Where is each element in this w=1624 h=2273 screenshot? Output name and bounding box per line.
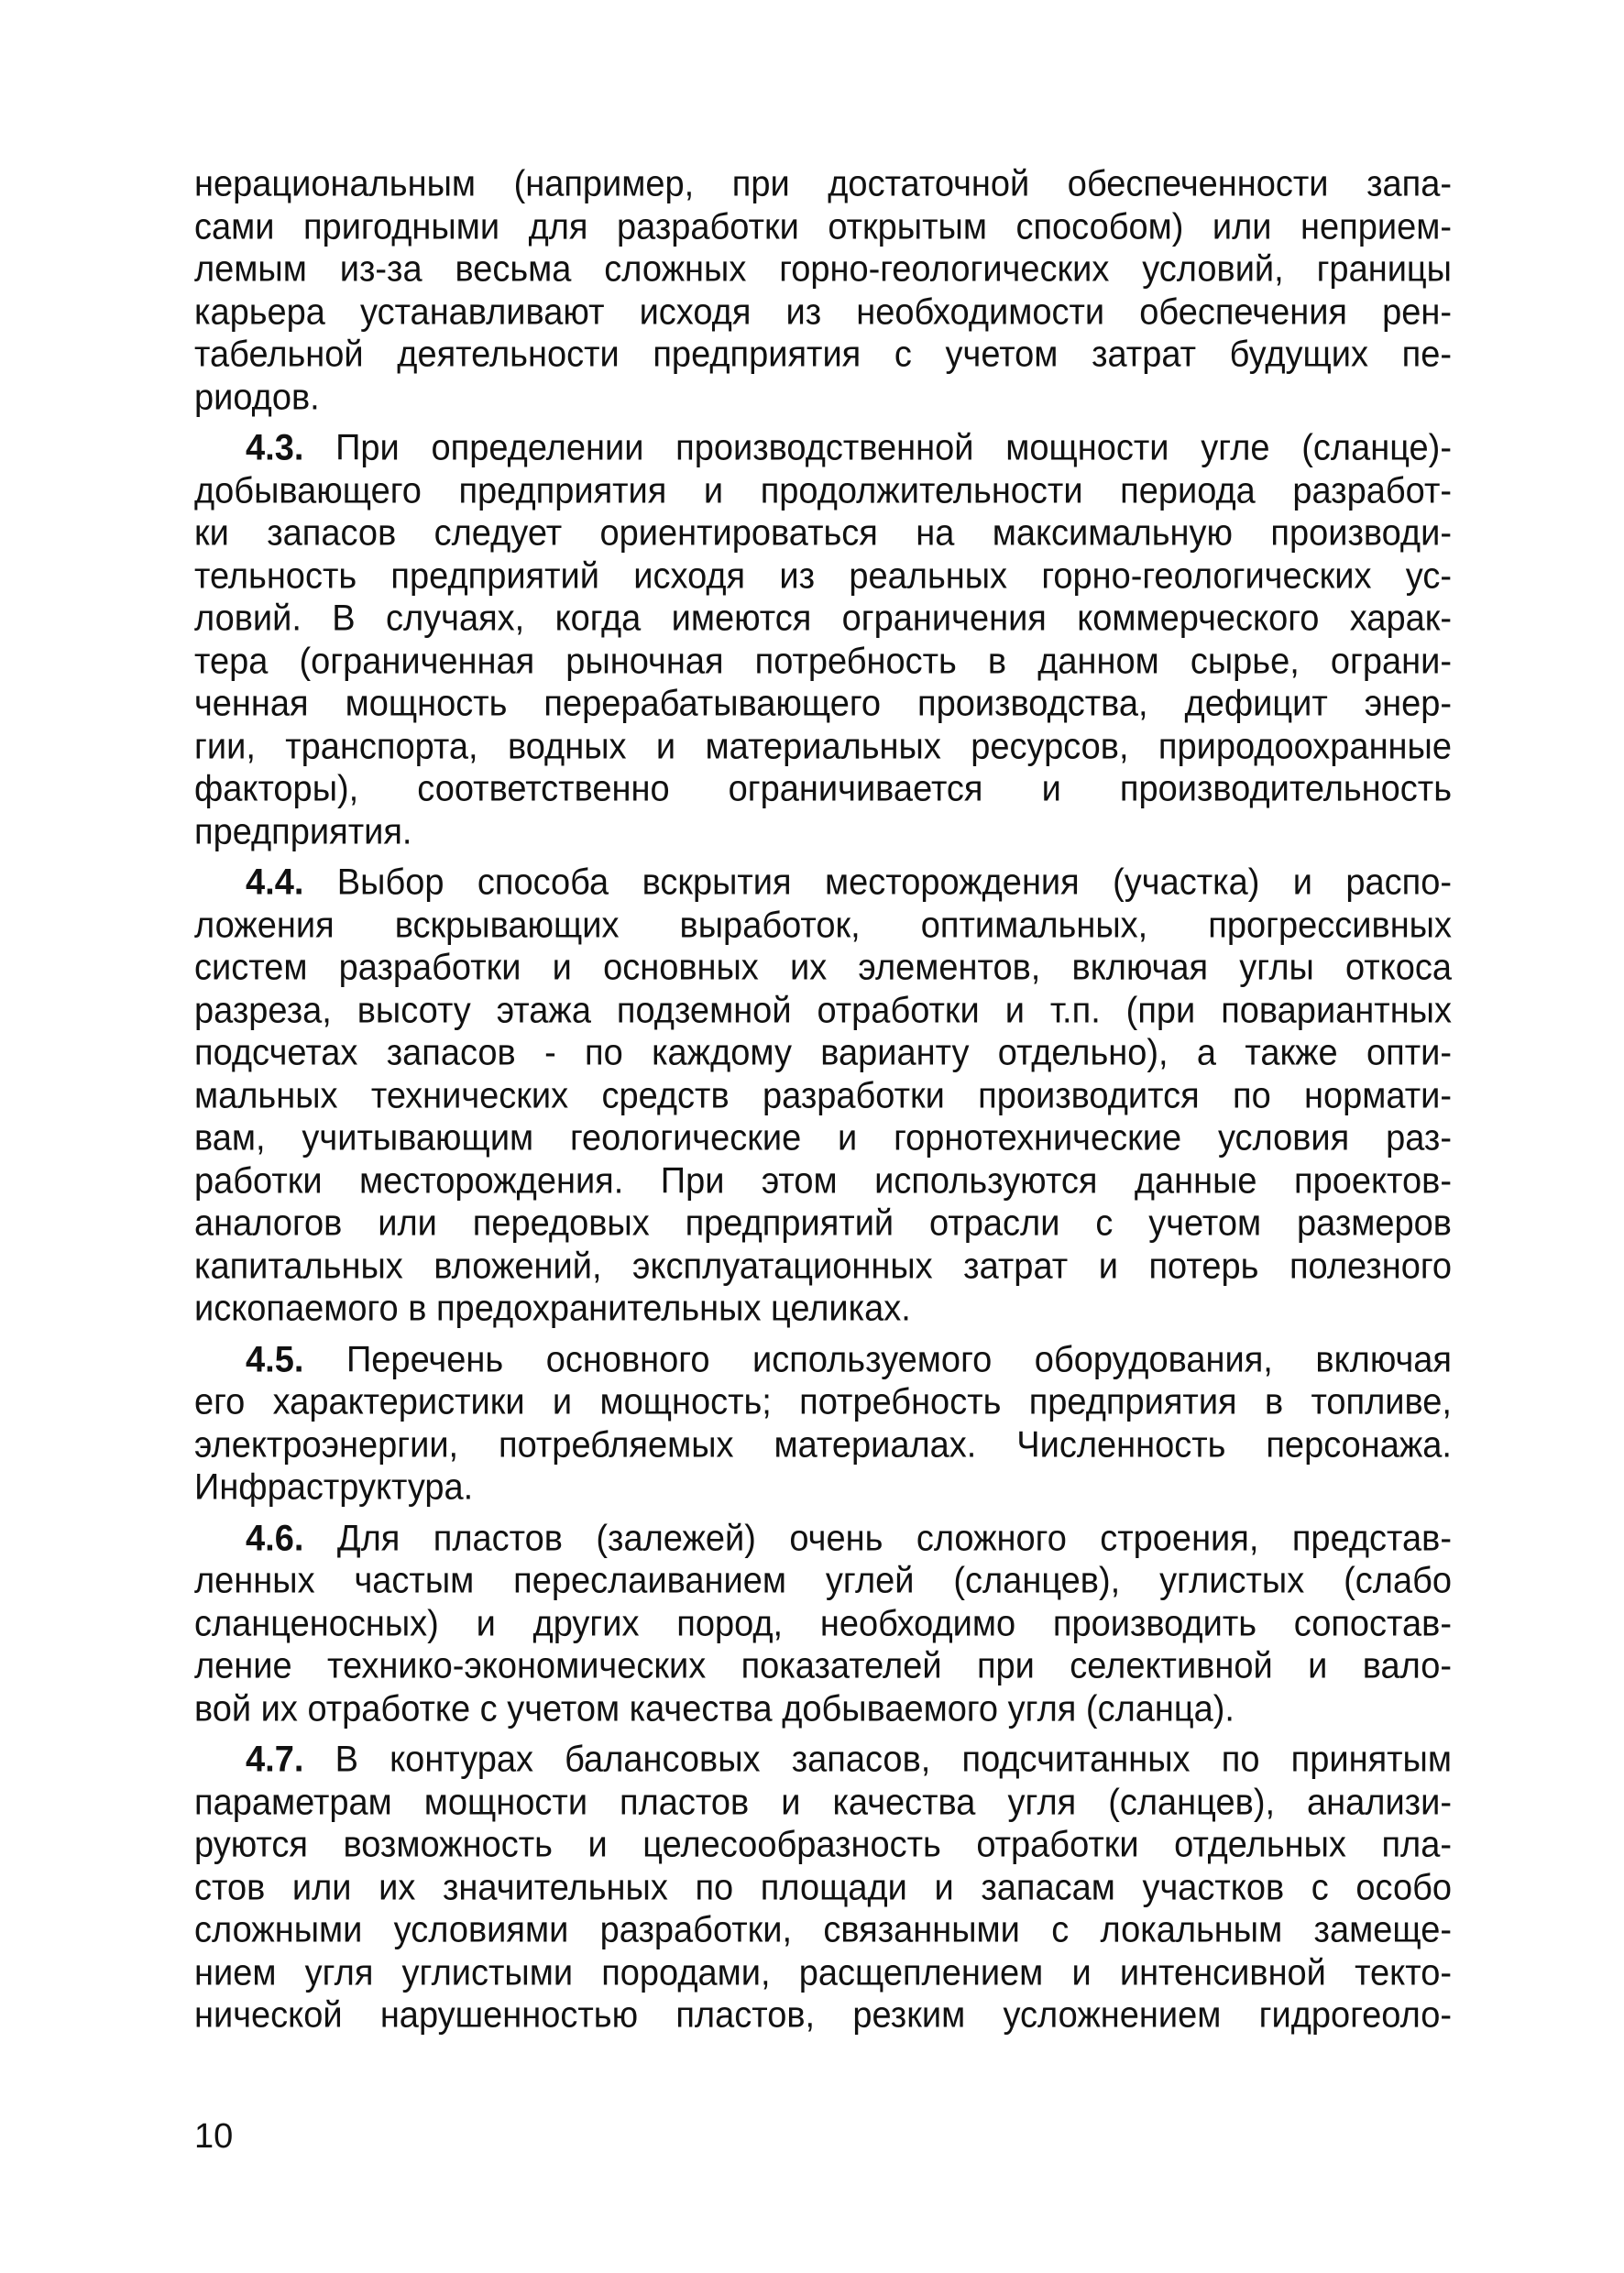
paragraph-4.6 xyxy=(194,1518,1452,1731)
line-text: разреза, высоту этажа подземной отработки и т.п. (при повариантных xyxy=(194,990,1452,1031)
line-text: нической нарушенностью пластов, резким усложнением гидрогеоло- xyxy=(194,1994,1452,2037)
text-line xyxy=(194,554,1452,598)
text-line xyxy=(194,1158,1452,1203)
text-line xyxy=(194,290,1452,335)
line-text: карьера устанавливают исходя из необходимости обеспечения рен- xyxy=(194,291,1452,333)
text-line xyxy=(194,511,1452,556)
line-text: мальных технических средств разработки производится по нормати- xyxy=(194,1075,1452,1116)
section-number: 4.7. xyxy=(246,1739,304,1781)
line-text: параметрам мощности пластов и качества угля (сланцев), анализи- xyxy=(194,1782,1452,1823)
text-line xyxy=(194,988,1452,1033)
text-line xyxy=(194,204,1452,249)
line-text: вам, учитывающим геологические и горнотехнические условия раз- xyxy=(194,1117,1452,1159)
paragraph-4.5 xyxy=(194,1339,1452,1510)
line-text: нием угля углистыми породами, расщеплением и интенсивной текто- xyxy=(194,1952,1452,1993)
text-line xyxy=(194,1073,1452,1118)
line-text: капитальных вложений, эксплуатационных затрат и потерь полезного xyxy=(194,1246,1452,1287)
text-line xyxy=(194,861,1452,906)
text-line xyxy=(194,1244,1452,1289)
text-line xyxy=(194,1686,1452,1731)
text-line xyxy=(194,1950,1452,1995)
line-text: Перечень основного используемого оборудования, включая xyxy=(346,1339,1453,1380)
line-text: Инфраструктура. xyxy=(194,1466,474,1509)
text-line xyxy=(194,639,1452,684)
text-line xyxy=(194,1337,1452,1382)
line-text: ки запасов следует ориентироваться на максимальную производи- xyxy=(194,512,1452,555)
document-body xyxy=(194,163,1452,2037)
line-text: ложения вскрывающих выработок, оптимальных, прогрессивных xyxy=(194,905,1452,946)
text-line xyxy=(194,1601,1452,1646)
line-text: вой их отработке с учетом качества добываемого угля (сланца). xyxy=(194,1688,1234,1729)
text-line xyxy=(194,767,1452,812)
text-line xyxy=(194,1202,1452,1246)
line-text: сланценосных) и других пород, необходимо производить сопостав- xyxy=(194,1603,1452,1644)
text-line xyxy=(194,468,1452,513)
line-text: гии, транспорта, водных и материальных ресурсов, природоохранные xyxy=(194,726,1452,767)
line-text: табельной деятельности предприятия с учетом затрат будущих пе- xyxy=(194,334,1452,376)
line-text: При определении производственной мощности угле (сланце)- xyxy=(335,427,1452,469)
line-text: сложными условиями разработки, связанными с локальным замеще- xyxy=(194,1909,1452,1951)
text-line xyxy=(194,1559,1452,1604)
text-line xyxy=(194,426,1452,471)
line-text: лемым из-за весьма сложных горно-геологических условий, границы xyxy=(194,248,1452,291)
line-text: ловий. В случаях, когда имеются ограничения коммерческого харак- xyxy=(194,598,1452,640)
line-text: Выбор способа вскрытия месторождения (участка) и распо- xyxy=(336,862,1453,904)
text-line xyxy=(194,809,1452,854)
text-line xyxy=(194,1780,1452,1825)
page-number: 10 xyxy=(194,2117,234,2156)
text-line xyxy=(194,903,1452,948)
section-number: 4.6. xyxy=(246,1518,304,1559)
text-line xyxy=(194,1823,1452,1868)
text-line xyxy=(194,333,1452,378)
paragraph-4.3 xyxy=(194,427,1452,853)
text-line xyxy=(194,1422,1452,1467)
section-number: 4.5. xyxy=(246,1339,304,1380)
text-line xyxy=(194,1031,1452,1076)
line-text: стов или их значительных по площади и запасам участков с особо xyxy=(194,1867,1452,1908)
text-line xyxy=(194,1466,1452,1510)
line-text: риодов. xyxy=(194,377,320,418)
text-line xyxy=(194,597,1452,642)
line-text: ленных частым переслаиванием углей (сланцев), углистых (слабо xyxy=(194,1560,1452,1602)
text-line xyxy=(194,1116,1452,1161)
paragraph-4.4 xyxy=(194,862,1452,1331)
text-line xyxy=(194,247,1452,292)
line-text: аналогов или передовых предприятий отрасли с учетом размеров xyxy=(194,1202,1452,1245)
line-text: ченная мощность перерабатывающего производства, дефицит энер- xyxy=(194,683,1452,725)
paragraph xyxy=(194,163,1452,419)
line-text: тера (ограниченная рыночная потребность в данном сырье, ограни- xyxy=(194,641,1452,682)
line-text: тельность предприятий исходя из реальных горно-геологических ус- xyxy=(194,555,1452,597)
text-line xyxy=(194,682,1452,727)
line-text: ление технико-экономических показателей при селективной и вало- xyxy=(194,1645,1452,1687)
text-line xyxy=(194,946,1452,991)
section-number: 4.3. xyxy=(246,427,304,469)
text-line xyxy=(194,1738,1452,1783)
line-text: предприятия. xyxy=(194,811,412,852)
line-text: сами пригодными для разработки открытым способом) или неприем- xyxy=(194,206,1452,247)
text-line xyxy=(194,1908,1452,1953)
line-text: нерациональным (например, при достаточной обеспеченности запа- xyxy=(194,163,1452,205)
line-text: добывающего предприятия и продолжительности периода разработ- xyxy=(194,470,1452,511)
line-text: электроэнергии, потребляемых материалах. Численность персонажа. xyxy=(194,1424,1452,1466)
line-text: руются возможность и целесообразность отработки отдельных пла- xyxy=(194,1824,1452,1866)
text-line xyxy=(194,1516,1452,1561)
text-line xyxy=(194,724,1452,769)
line-text: В контурах балансовых запасов, подсчитанных по принятым xyxy=(335,1739,1452,1781)
text-line xyxy=(194,1380,1452,1425)
text-line xyxy=(194,162,1452,207)
paragraph-4.7 xyxy=(194,1739,1452,2037)
text-line xyxy=(194,375,1452,420)
section-number: 4.4. xyxy=(246,862,304,904)
text-line xyxy=(194,1287,1452,1332)
line-text: работки месторождения. При этом используются данные проектов- xyxy=(194,1160,1452,1202)
text-line xyxy=(194,1865,1452,1910)
line-text: подсчетах запасов - по каждому варианту отдельно), а также опти- xyxy=(194,1032,1452,1074)
line-text: его характеристики и мощность; потребность предприятия в топливе, xyxy=(194,1381,1452,1423)
line-text: Для пластов (залежей) очень сложного строения, представ- xyxy=(336,1518,1452,1559)
line-text: ископаемого в предохранительных целиках. xyxy=(194,1288,911,1330)
text-line xyxy=(194,1644,1452,1689)
line-text: факторы), соответственно ограничивается и производительность xyxy=(194,768,1452,810)
line-text: систем разработки и основных их элементов, включая углы откоса xyxy=(194,947,1452,989)
text-line xyxy=(194,1993,1452,2038)
